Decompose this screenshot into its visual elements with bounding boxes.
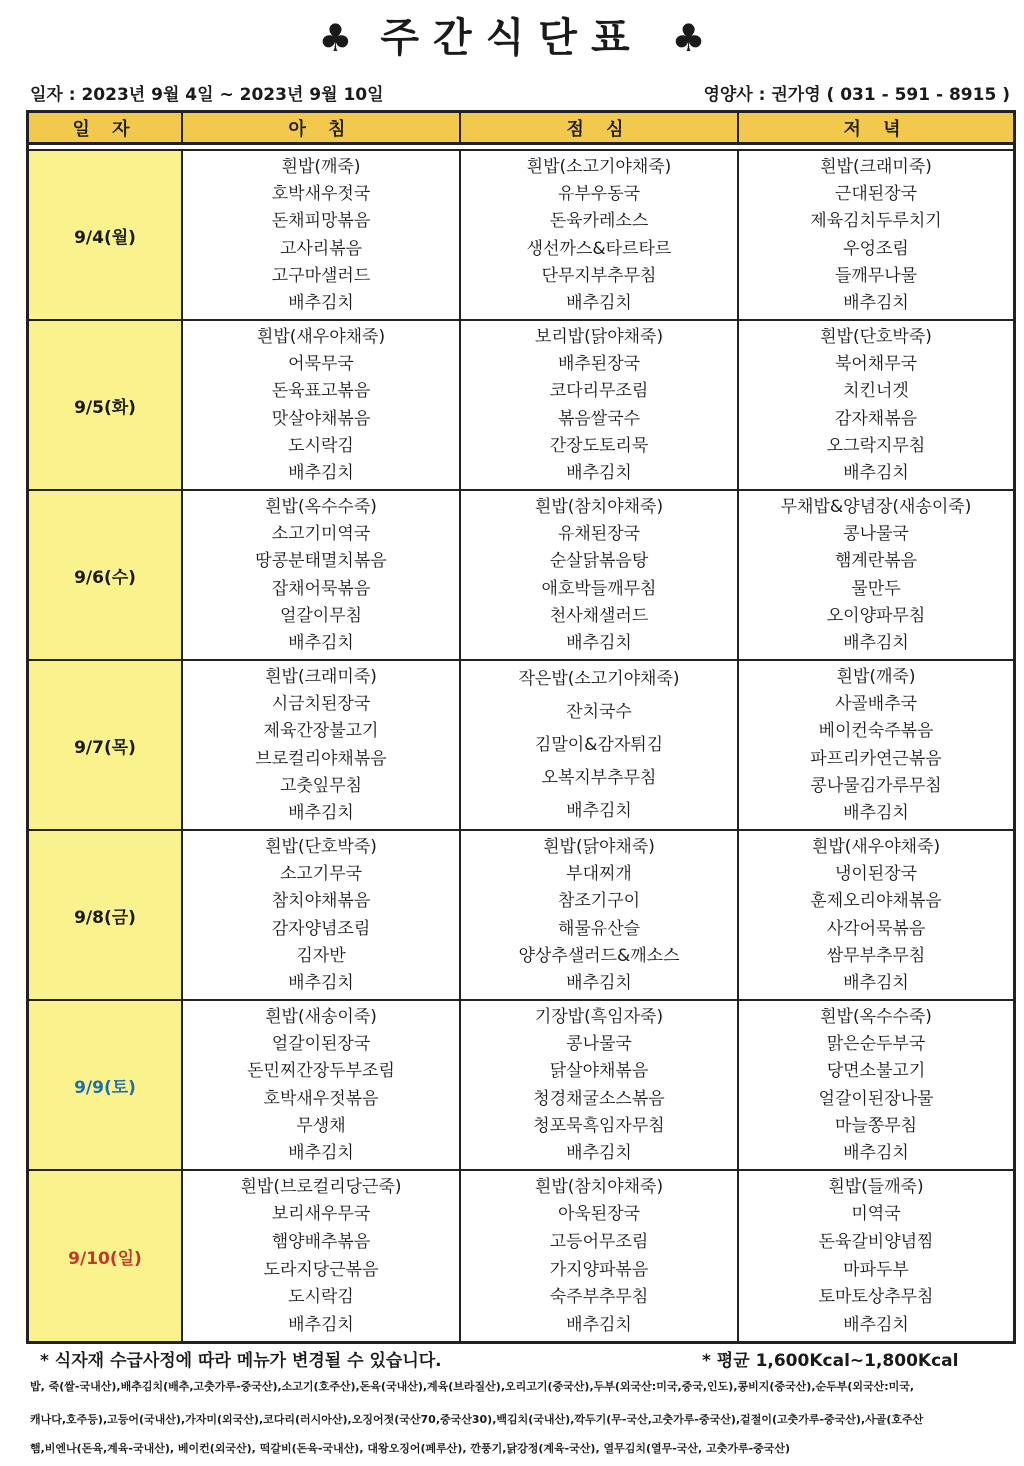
menu-item: 고춧잎무침 (279, 775, 363, 796)
dinner-cell (737, 661, 1013, 829)
menu-item: 배추김치 (843, 973, 909, 994)
menu-item: 얼갈이무침 (279, 605, 363, 626)
menu-item: 쌈무부추무침 (826, 945, 926, 966)
day-row (29, 491, 1013, 661)
menu-item: 제육김치두루치기 (810, 211, 942, 232)
menu-item: 간장도토리묵 (549, 435, 649, 456)
menu-item: 흰밥(옥수수죽) (265, 496, 377, 517)
breakfast-cell (181, 1171, 459, 1341)
menu-item: 오복지부추무침 (541, 767, 657, 788)
menu-item: 흰밥(깨죽) (281, 156, 361, 177)
menu-body (29, 151, 1013, 1341)
menu-item: 배추김치 (843, 1315, 909, 1336)
menu-item: 마파두부 (843, 1259, 909, 1280)
menu-item: 오그락지무침 (826, 435, 926, 456)
menu-item: 흰밥(브로컬리당근죽) (240, 1176, 402, 1197)
menu-item: 배추김치 (843, 463, 909, 484)
menu-item: 얼갈이된장나물 (818, 1088, 934, 1109)
menu-item: 배추김치 (843, 633, 909, 654)
menu-item: 호박새우젓볶음 (263, 1088, 379, 1109)
menu-item: 감자채볶음 (834, 408, 918, 429)
menu-item: 제육간장불고기 (263, 721, 379, 742)
menu-item: 배추김치 (843, 293, 909, 314)
menu-item: 해물유산슬 (557, 918, 641, 939)
menu-item: 배추김치 (288, 973, 354, 994)
menu-item: 고등어무조림 (549, 1232, 649, 1253)
header-dinner: 저 녁 (737, 113, 1013, 142)
menu-item: 배추김치 (843, 803, 909, 824)
menu-item: 배추김치 (288, 1315, 354, 1336)
menu-item: 청경채굴소스볶음 (533, 1088, 665, 1109)
menu-item: 흰밥(옥수수죽) (820, 1006, 932, 1027)
header-lunch: 점 심 (459, 113, 737, 142)
menu-item: 숙주부추무침 (549, 1287, 649, 1308)
origin-line-2: 캐나다,호주등),고등어(국내산),가자미(외국산),코다리(러시아산),오징어젓(국산70,중국산30),백김치(국내산),깍두기(무-국산,고춧가루-중국산),겉절이(고춧가루-중국산),사골(호주산 (30, 1413, 924, 1426)
menu-item: 코다리무조림 (549, 381, 649, 402)
menu-item: 햄양배추볶음 (271, 1232, 371, 1253)
breakfast-cell (181, 661, 459, 829)
dinner-cell (737, 831, 1013, 999)
day-row (29, 1171, 1013, 1341)
menu-item: 배추김치 (288, 293, 354, 314)
menu-item: 청포묵흑임자무침 (533, 1115, 665, 1136)
menu-item: 사각어묵볶음 (826, 918, 926, 939)
menu-item: 오이양파무침 (826, 605, 926, 626)
menu-item: 유부우동국 (557, 183, 641, 204)
lunch-cell (459, 831, 737, 999)
menu-item: 당면소불고기 (826, 1061, 926, 1082)
menu-item: 콩나물김가루무침 (810, 775, 942, 796)
date-range: 일자 : 2023년 9월 4일 ~ 2023년 9월 10일 (30, 85, 384, 105)
day-date: 9/7(목) (29, 661, 181, 829)
menu-item: 도시락김 (288, 1287, 354, 1308)
page-title (0, 14, 1024, 62)
nutritionist-info: 영양사 : 권가영 ( 031 - 591 - 8915 ) (703, 85, 1010, 105)
menu-item: 우엉조림 (843, 238, 909, 259)
menu-item: 냉이된장국 (834, 863, 918, 884)
menu-item: 햄계란볶음 (834, 551, 918, 572)
menu-item: 들깨무나물 (834, 265, 918, 286)
menu-change-note: * 식자재 수급사정에 따라 메뉴가 변경될 수 있습니다. (40, 1351, 442, 1371)
lunch-cell (459, 151, 737, 319)
menu-item: 흰밥(닭야채죽) (543, 836, 655, 857)
menu-item: 흰밥(크래미죽) (265, 666, 377, 687)
menu-item: 양상추샐러드&깨소스 (518, 945, 680, 966)
menu-item: 물만두 (851, 578, 901, 599)
menu-table (26, 110, 1016, 1344)
menu-item: 애호박들깨무침 (541, 578, 657, 599)
menu-item: 파프리카연근볶음 (810, 748, 942, 769)
menu-item: 북어채무국 (834, 353, 918, 374)
menu-item: 고사리볶음 (279, 238, 363, 259)
menu-item: 배추김치 (566, 463, 632, 484)
menu-item: 소고기무국 (279, 863, 363, 884)
menu-item: 브로컬리야채볶음 (255, 748, 387, 769)
menu-item: 배추김치 (843, 1143, 909, 1164)
menu-item: 무생채 (296, 1115, 346, 1136)
menu-item: 생선까스&타르타르 (526, 238, 672, 259)
day-date: 9/10(일) (29, 1171, 181, 1341)
day-row (29, 1001, 1013, 1171)
menu-item: 보리새우무국 (271, 1204, 371, 1225)
menu-item: 흰밥(크래미죽) (820, 156, 932, 177)
menu-item: 작은밥(소고기야채죽) (518, 669, 680, 690)
menu-item: 훈제오리야채볶음 (810, 891, 942, 912)
day-row (29, 321, 1013, 491)
menu-item: 콩나물국 (566, 1033, 632, 1054)
menu-item: 땅콩분태멸치볶음 (255, 551, 387, 572)
menu-item: 미역국 (851, 1204, 901, 1225)
menu-item: 맛살야채볶음 (271, 408, 371, 429)
menu-item: 시금치된장국 (271, 693, 371, 714)
dinner-cell (737, 1001, 1013, 1169)
menu-item: 보리밥(닭야채죽) (534, 326, 664, 347)
menu-item: 배추김치 (288, 803, 354, 824)
breakfast-cell (181, 1001, 459, 1169)
menu-item: 돈채피망볶음 (271, 211, 371, 232)
menu-item: 흰밥(새송이죽) (265, 1006, 377, 1027)
menu-item: 유채된장국 (557, 523, 641, 544)
day-date: 9/8(금) (29, 831, 181, 999)
lunch-cell (459, 1001, 737, 1169)
menu-item: 배추김치 (566, 1143, 632, 1164)
menu-item: 사골배추국 (834, 693, 918, 714)
menu-item: 부대찌개 (566, 863, 632, 884)
menu-item: 무채밥&양념장(새송이죽) (780, 496, 972, 517)
menu-item: 가지양파볶음 (549, 1259, 649, 1280)
menu-item: 배추김치 (566, 1315, 632, 1336)
day-row (29, 661, 1013, 831)
dinner-cell (737, 491, 1013, 659)
menu-item: 잡채어묵볶음 (271, 578, 371, 599)
menu-item: 흰밥(단호박죽) (265, 836, 377, 857)
origin-line-1: 밥, 죽(쌀-국내산),배추김치(배추,고춧가루-중국산),소고기(호주산),돈육(국내산),계육(브라질산),오리고기(중국산),두부(외국산:미국,중국,인도),콩비지(중국산),순두부(외국산:미국, (30, 1380, 915, 1393)
dinner-cell (737, 151, 1013, 319)
menu-item: 볶음쌀국수 (557, 408, 641, 429)
menu-item: 김자반 (296, 945, 346, 966)
menu-item: 흰밥(참치야채죽) (534, 1176, 664, 1197)
menu-item: 배추김치 (288, 633, 354, 654)
menu-item: 콩나물국 (843, 523, 909, 544)
menu-item: 닭살야채볶음 (549, 1061, 649, 1082)
menu-item: 맑은순두부국 (826, 1033, 926, 1054)
menu-item: 아욱된장국 (557, 1204, 641, 1225)
menu-item: 순살닭볶음탕 (549, 551, 649, 572)
menu-item: 흰밥(소고기야채죽) (526, 156, 672, 177)
breakfast-cell (181, 831, 459, 999)
menu-item: 돈육갈비양념찜 (818, 1232, 934, 1253)
menu-item: 돈육표고볶음 (271, 381, 371, 402)
menu-item: 어묵무국 (288, 353, 354, 374)
menu-item: 호박새우젓국 (271, 183, 371, 204)
menu-item: 돈민찌간장두부조림 (247, 1061, 395, 1082)
menu-item: 배추김치 (566, 633, 632, 654)
lunch-cell (459, 661, 737, 829)
menu-item: 참조기구이 (557, 891, 641, 912)
menu-item: 흰밥(새우야채죽) (811, 836, 941, 857)
menu-item: 김말이&감자튀김 (534, 734, 664, 755)
day-row (29, 151, 1013, 321)
menu-item: 배추김치 (566, 800, 632, 821)
menu-item: 흰밥(들깨죽) (828, 1176, 924, 1197)
club-icon: ♣ (671, 16, 706, 60)
day-row (29, 831, 1013, 1001)
menu-item: 근대된장국 (834, 183, 918, 204)
menu-item: 배추김치 (288, 1143, 354, 1164)
menu-item: 배추된장국 (557, 353, 641, 374)
menu-item: 흰밥(새우야채죽) (256, 326, 386, 347)
menu-header-row (29, 113, 1013, 145)
menu-item: 흰밥(깨죽) (836, 666, 916, 687)
menu-item: 감자양념조림 (271, 918, 371, 939)
menu-item: 천사채샐러드 (549, 605, 649, 626)
lunch-cell (459, 491, 737, 659)
menu-item: 마늘쫑무침 (834, 1115, 918, 1136)
menu-item: 배추김치 (566, 293, 632, 314)
lunch-cell (459, 1171, 737, 1341)
menu-item: 얼갈이된장국 (271, 1033, 371, 1054)
menu-item: 도라지당근볶음 (263, 1259, 379, 1280)
menu-item: 기장밥(흑임자죽) (534, 1006, 664, 1027)
header-date: 일 자 (72, 118, 138, 140)
day-date: 9/6(수) (29, 491, 181, 659)
menu-item: 돈육카레소스 (549, 211, 649, 232)
club-icon: ♣ (318, 16, 353, 60)
average-calories: * 평균 1,600Kcal~1,800Kcal (702, 1351, 959, 1371)
menu-item: 단무지부추무침 (541, 265, 657, 286)
menu-item: 소고기미역국 (271, 523, 371, 544)
dinner-cell (737, 1171, 1013, 1341)
menu-item: 흰밥(단호박죽) (820, 326, 932, 347)
breakfast-cell (181, 151, 459, 319)
origin-line-3: 햄,비엔나(돈육,계육-국내산), 베이컨(외국산), 떡갈비(돈육-국내산), 대왕오징어(페루산), 깐풍기,닭강정(계육-국산), 열무김치(열무-국산, 고춧가루-중국산) (30, 1442, 791, 1455)
menu-item: 도시락김 (288, 435, 354, 456)
dinner-cell (737, 321, 1013, 489)
menu-item: 잔치국수 (566, 702, 632, 723)
header-breakfast: 아 침 (181, 113, 459, 142)
menu-item: 고구마샐러드 (271, 265, 371, 286)
menu-item: 베이컨숙주볶음 (818, 721, 934, 742)
menu-item: 배추김치 (566, 973, 632, 994)
menu-item: 치킨너겟 (843, 381, 909, 402)
day-date: 9/5(화) (29, 321, 181, 489)
menu-item: 배추김치 (288, 463, 354, 484)
menu-item: 참치야채볶음 (271, 891, 371, 912)
menu-item: 흰밥(참치야채죽) (534, 496, 664, 517)
day-date: 9/9(토) (29, 1001, 181, 1169)
breakfast-cell (181, 491, 459, 659)
lunch-cell (459, 321, 737, 489)
day-date: 9/4(월) (29, 151, 181, 319)
menu-item: 토마토상추무침 (818, 1287, 934, 1308)
page-title-text: 주간식단표 (380, 15, 644, 61)
breakfast-cell (181, 321, 459, 489)
